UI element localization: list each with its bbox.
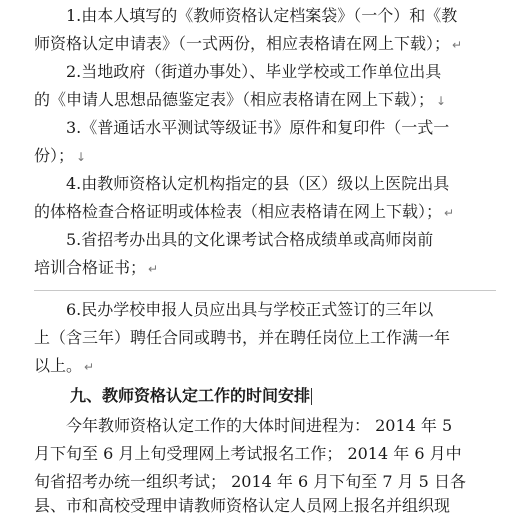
paragraph-mark-icon: ↵ (452, 38, 463, 52)
line-text: 旬省招考办统一组织考试； 2014 年 6 月下旬至 7 月 5 日各 (34, 472, 466, 491)
line-text: 份）； (34, 146, 75, 165)
line-text: 5.省招考办出具的文化课考试合格成绩单或高师岗前 (66, 230, 434, 249)
line-text: 上（含三年）聘任合同或聘书，并在聘任岗位上工作满一年 (34, 328, 451, 347)
line-text: 3.《普通话水平测试等级证书》原件和复印件（一式一 (66, 118, 450, 137)
page-break-divider (34, 290, 496, 291)
line-text: 以上。 (34, 356, 83, 375)
line-text: 的体格检查合格证明或体检表（相应表格请在网上下载）； (34, 202, 443, 221)
paragraph-mark-icon: ↵ (148, 262, 159, 276)
line-text: 今年教师资格认定工作的大体时间进程为： 2014 年 5 (66, 416, 453, 435)
text-line (34, 490, 501, 522)
line-text: 月下旬至 6 月上旬受理网上考试报名工作； 2014 年 6 月中 (34, 444, 462, 463)
heading-text: 九、教师资格认定工作的时间安排 (70, 386, 311, 405)
text-line (34, 252, 501, 284)
paragraph-mark-icon: ↵ (444, 206, 455, 220)
line-text: 的《申请人思想品德鉴定表》（相应表格请在网上下载）； (34, 90, 435, 109)
line-text: 县、市和高校受理申请教师资格认定人员网上报名并组织现 (34, 496, 451, 515)
line-text: 4.由教师资格认定机构指定的县（区）级以上医院出具 (66, 174, 450, 193)
paragraph-mark-icon: ↓ (76, 150, 87, 164)
text-line (34, 350, 501, 382)
line-text: 2.当地政府（街道办事处）、毕业学校或工作单位出具 (66, 62, 442, 81)
paragraph-mark-icon: ↵ (84, 360, 95, 374)
text-cursor (311, 388, 312, 405)
section-heading (70, 380, 501, 412)
line-text: 培训合格证书； (34, 258, 147, 277)
line-text: 1.由本人填写的《教师资格认定档案袋》（一个）和《教 (66, 6, 458, 25)
paragraph-mark-icon: ↓ (436, 94, 447, 108)
line-text: 6.民办学校申报人员应出具与学校正式签订的三年以 (66, 300, 434, 319)
line-text: 师资格认定申请表》（一式两份，相应表格请在网上下载）； (34, 34, 451, 53)
